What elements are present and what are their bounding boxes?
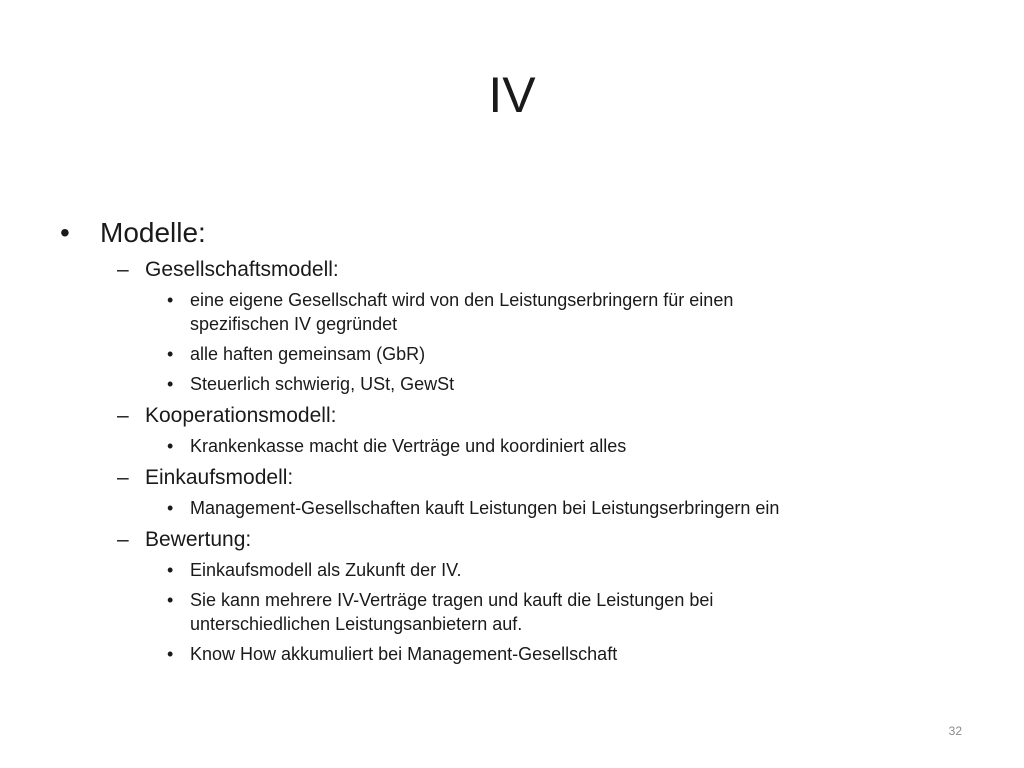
bullet-text: Management-Gesellschaften kauft Leistungen bei Leistungserbringern ein [190,498,780,518]
page-number: 32 [948,724,962,738]
bullet-text: Sie kann mehrere IV-Verträge tragen und kauft die Leistungen bei [190,590,714,610]
bullet-icon: • [60,217,70,248]
bullet-text: Einkaufsmodell: [145,466,294,489]
bullet-level3-item [60,434,980,458]
bullet-level3-item [60,496,980,520]
bullet-icon: • [167,498,174,518]
bullet-text: Modelle: [100,217,206,248]
bullet-text: Know How akkumuliert bei Management-Gesellschaft [190,644,618,664]
bullet-level1-modelle [60,214,980,252]
bullet-level3-item [60,642,980,666]
dash-icon: – [117,528,129,551]
bullet-level3-continuation [60,612,980,636]
bullet-level3-item [60,342,980,366]
bullet-level2-gesellschaftsmodell [60,256,980,284]
bullet-icon: • [167,560,174,580]
bullet-text: alle haften gemeinsam (GbR) [190,344,426,364]
bullet-level3-item [60,288,980,312]
dash-icon: – [117,404,129,427]
bullet-icon: • [167,436,174,456]
bullet-text: Einkaufsmodell als Zukunft der IV. [190,560,462,580]
bullet-text: spezifischen IV gegründet [190,314,398,334]
bullet-level3-continuation [60,312,980,336]
bullet-text: Bewertung: [145,528,252,551]
bullet-icon: • [167,374,174,394]
slide-content [60,214,980,672]
dash-icon: – [117,258,129,281]
bullet-level2-bewertung [60,526,980,554]
bullet-icon: • [167,290,174,310]
bullet-level3-item [60,588,980,612]
bullet-text: Steuerlich schwierig, USt, GewSt [190,374,455,394]
bullet-text: Gesellschaftsmodell: [145,258,339,281]
bullet-icon: • [167,344,174,364]
bullet-icon: • [167,590,174,610]
slide-title: IV [488,67,536,123]
bullet-level2-einkaufsmodell [60,464,980,492]
bullet-text: Krankenkasse macht die Verträge und koordiniert alles [190,436,627,456]
bullet-text: Kooperationsmodell: [145,404,337,427]
bullet-icon: • [167,644,174,664]
bullet-text: eine eigene Gesellschaft wird von den Leistungserbringern für einen [190,290,734,310]
bullet-level2-kooperationsmodell [60,402,980,430]
bullet-level3-item [60,558,980,582]
bullet-text: unterschiedlichen Leistungsanbietern auf. [190,614,523,634]
bullet-level3-item [60,372,980,396]
dash-icon: – [117,466,129,489]
